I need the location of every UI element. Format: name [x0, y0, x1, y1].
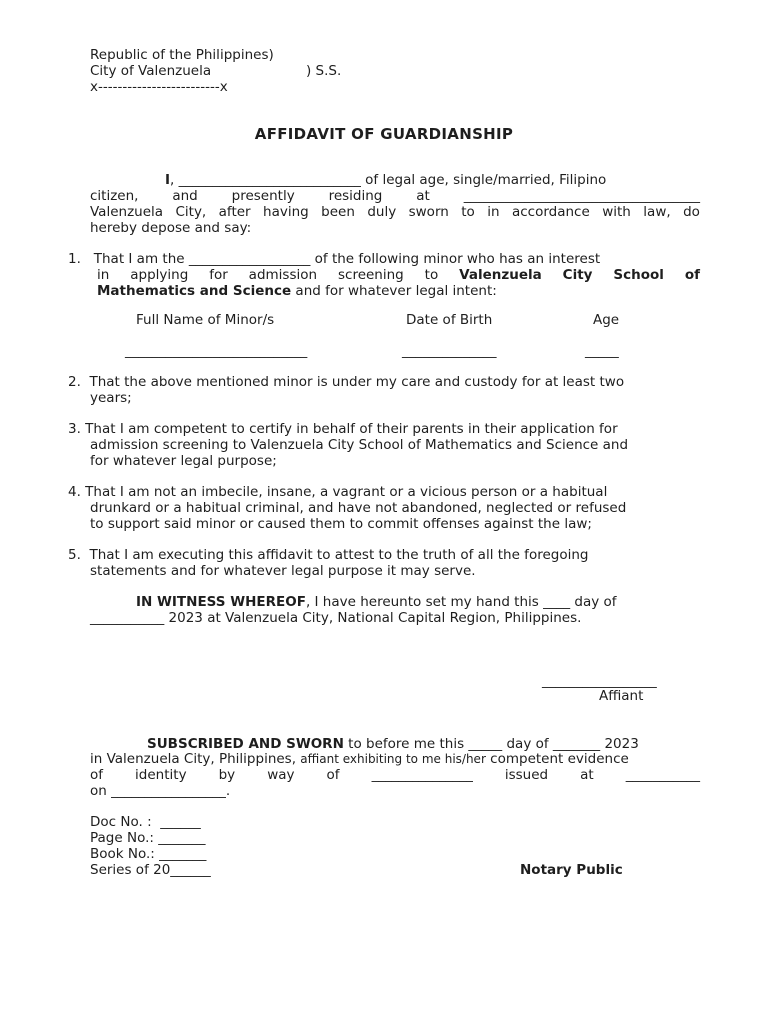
word: for	[209, 267, 228, 283]
header-full-name: Full Name of Minor/s	[136, 312, 275, 328]
word: with	[602, 204, 631, 220]
intro-line-1	[165, 172, 606, 188]
word: City,	[175, 204, 207, 220]
item-5-line-2: statements and for whatever legal purpose it may serve.	[90, 563, 476, 579]
item-1-line-1: 1. That I am the __________________ of the following minor who has an interest	[68, 251, 601, 267]
item-1-line-3	[97, 283, 497, 299]
jurat-line-4: on _________________.	[90, 783, 231, 799]
item-3-line-2: admission screening to Valenzuela City School of Mathematics and Science and	[90, 437, 629, 453]
affiant-pronoun: I	[165, 172, 171, 188]
doc-no: Doc No. : ______	[90, 814, 201, 830]
word: in	[487, 204, 500, 220]
intro-line-1-text: , ___________________________ of legal age, single/married, Filipino	[170, 172, 607, 188]
jurat-line-1	[147, 736, 639, 752]
intro-line-3	[90, 204, 700, 220]
word: admission	[248, 267, 318, 283]
caption-republic: Republic of the Philippines)	[90, 47, 274, 63]
word: way	[267, 767, 295, 783]
word: of	[326, 767, 340, 783]
word: residing	[328, 188, 383, 204]
word: law,	[643, 204, 671, 220]
jurat-place: in Valenzuela City, Philippines,	[90, 751, 301, 767]
school-name-continued: Mathematics and Science	[97, 283, 292, 299]
school-name-word: City	[562, 267, 593, 283]
header-date-of-birth: Date of Birth	[406, 312, 493, 328]
affiant-signature-line: _________________	[542, 673, 657, 689]
header-age: Age	[593, 312, 620, 328]
series-of: Series of 20______	[90, 862, 211, 878]
school-name-word: School	[613, 267, 664, 283]
word: applying	[130, 267, 189, 283]
word: having	[263, 204, 309, 220]
document-title: AFFIDAVIT OF GUARDIANSHIP	[254, 125, 514, 143]
intro-line-2	[90, 188, 700, 204]
item-3-line-3: for whatever legal purpose;	[90, 453, 277, 469]
jurat-line-2	[90, 751, 629, 767]
jurat-line-3	[90, 767, 700, 783]
word: to	[424, 267, 439, 283]
book-no: Book No.: _______	[90, 846, 207, 862]
item-1-line-2	[97, 267, 700, 283]
word: by	[218, 767, 236, 783]
word: identity	[135, 767, 187, 783]
word: issued	[504, 767, 549, 783]
item-4-line-3: to support said minor or caused them to commit offenses against the law;	[90, 516, 592, 532]
word: duly	[367, 204, 397, 220]
blank-age: _____	[585, 343, 619, 359]
notary-public-label: Notary Public	[520, 862, 623, 878]
jurat-evidence: competent evidence	[485, 751, 629, 767]
item-4-line-2: drunkard or a habitual criminal, and have not abandoned, neglected or refused	[90, 500, 627, 516]
word: and	[172, 188, 198, 204]
word: do	[683, 204, 700, 220]
word: accordance	[511, 204, 590, 220]
item-1-line-3-text: and for whatever legal intent:	[291, 283, 497, 299]
word: to	[461, 204, 475, 220]
caption-city: City of Valenzuela	[90, 63, 212, 79]
blank-date-of-birth: ______________	[402, 343, 497, 359]
word: at	[416, 188, 430, 204]
word: after	[218, 204, 251, 220]
item-2-line-2: years;	[90, 390, 132, 406]
word: sworn	[408, 204, 449, 220]
word: at	[580, 767, 594, 783]
item-5-line-1: 5. That I am executing this affidavit to attest to the truth of all the foregoing	[68, 547, 589, 563]
jurat-text: to before me this _____ day of _______ 2023	[343, 736, 639, 752]
word: been	[321, 204, 355, 220]
word: of	[90, 767, 104, 783]
id-blank: _______________	[371, 767, 473, 783]
intro-line-4: hereby depose and say:	[90, 220, 252, 236]
affiant-label: Affiant	[599, 688, 644, 704]
blank-full-name: ___________________________	[125, 343, 308, 359]
item-2-line-1: 2. That the above mentioned minor is under my care and custody for at least two	[68, 374, 625, 390]
witness-heading: IN WITNESS WHEREOF	[136, 594, 306, 610]
school-name-word: Valenzuela	[459, 267, 542, 283]
item-3-line-1: 3. That I am competent to certify in behalf of their parents in their application for	[68, 421, 618, 437]
witness-line-1	[136, 594, 617, 610]
page-no: Page No.: _______	[90, 830, 206, 846]
item-4-line-1: 4. That I am not an imbecile, insane, a vagrant or a vicious person or a habitual	[68, 484, 608, 500]
witness-line-2: ___________ 2023 at Valenzuela City, National Capital Region, Philippines.	[90, 610, 582, 626]
word: Valenzuela	[90, 204, 164, 220]
jurat-heading: SUBSCRIBED AND SWORN	[147, 736, 344, 752]
jurat-affiant-exhibiting: affiant exhibiting to me his/her	[300, 752, 486, 766]
word: presently	[231, 188, 295, 204]
issued-at-blank: ___________	[625, 767, 700, 783]
school-name-word: of	[684, 267, 700, 283]
word: citizen,	[90, 188, 139, 204]
caption-ss: ) S.S.	[306, 63, 342, 79]
word: screening	[337, 267, 404, 283]
witness-text: , I have hereunto set my hand this ____ day of	[305, 594, 617, 610]
address-blank: ___________________________________	[463, 188, 700, 204]
word: in	[97, 267, 110, 283]
caption-divider: x-------------------------x	[90, 79, 228, 95]
